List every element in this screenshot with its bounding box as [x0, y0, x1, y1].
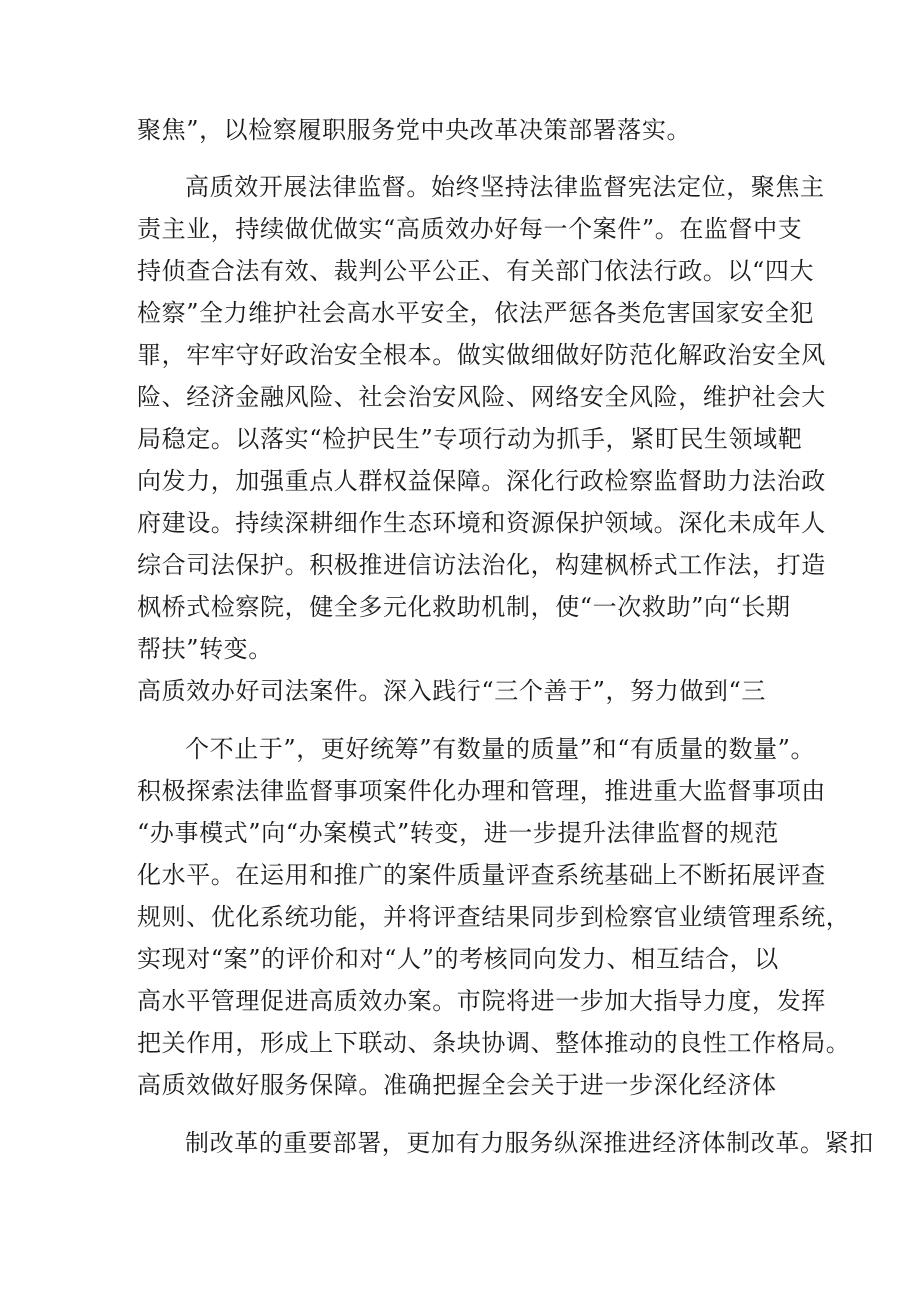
- text-line: 积极探索法律监督事项案件化办理和管理，推进重大监督事项由: [137, 777, 826, 805]
- text-line: 局稳定。以落实“检护民生”专项行动为抓手，紧盯民生领域靶: [137, 425, 803, 453]
- text-line: 险、经济金融风险、社会治安风险、网络安全风险，维护社会大: [137, 383, 826, 411]
- text-line: “办事模式”向“办案模式”转变，进一步提升法律监督的规范: [137, 819, 779, 847]
- paragraph-heading-line: 个不止于”，更好统筹”有数量的质量”和“有质量的数量”。: [185, 735, 816, 763]
- paragraph-heading-line: 制改革的重要部署，更加有力服务纵深推进经济体制改革。紧扣: [185, 1129, 874, 1157]
- paragraph-heading-line: 高质效开展法律监督。始终坚持法律监督宪法定位，聚焦主: [185, 173, 825, 201]
- text-line: 枫桥式检察院，健全多元化救助机制，使“一次救助”向“长期: [137, 593, 791, 621]
- text-line: 规则、优化系统功能，并将评查结果同步到检察官业绩管理系统，: [137, 903, 851, 931]
- text-line: 向发力，加强重点人群权益保障。深化行政检察监督助力法治政: [137, 467, 826, 495]
- text-line: 实现对“案”的评价和对“人”的考核同向发力、相互结合，以: [137, 945, 779, 973]
- text-line: 聚焦”，以检察履职服务党中央改革决策部署落实。: [137, 116, 692, 144]
- text-line: 持侦查合法有效、裁判公平公正、有关部门依法行政。以“四大: [137, 257, 815, 285]
- text-line: 把关作用，形成上下联动、条块协调、整体推动的良性工作格局。: [137, 1029, 851, 1057]
- text-line: 责主业，持续做优做实“高质效办好每一个案件”。在监督中支: [137, 215, 803, 243]
- text-line: 府建设。持续深耕细作生态环境和资源保护领域。深化未成年人: [137, 509, 826, 537]
- text-line: 高质效做好服务保障。准确把握全会关于进一步深化经济体: [137, 1071, 777, 1099]
- text-line: 高水平管理促进高质效办案。市院将进一步加大指导力度，发挥: [137, 987, 826, 1015]
- text-line: 罪，牢牢守好政治安全根本。做实做细做好防范化解政治安全风: [137, 341, 826, 369]
- text-line: 检察”全力维护社会高水平安全，依法严惩各类危害国家安全犯: [137, 299, 815, 327]
- text-line: 化水平。在运用和推广的案件质量评查系统基础上不断拓展评查: [137, 861, 826, 889]
- text-line: 帮扶”转变。: [137, 635, 273, 663]
- text-line: 高质效办好司法案件。深入践行“三个善于”，努力做到“三: [137, 677, 767, 705]
- text-line: 综合司法保护。积极推进信访法治化，构建枫桥式工作法，打造: [137, 551, 826, 579]
